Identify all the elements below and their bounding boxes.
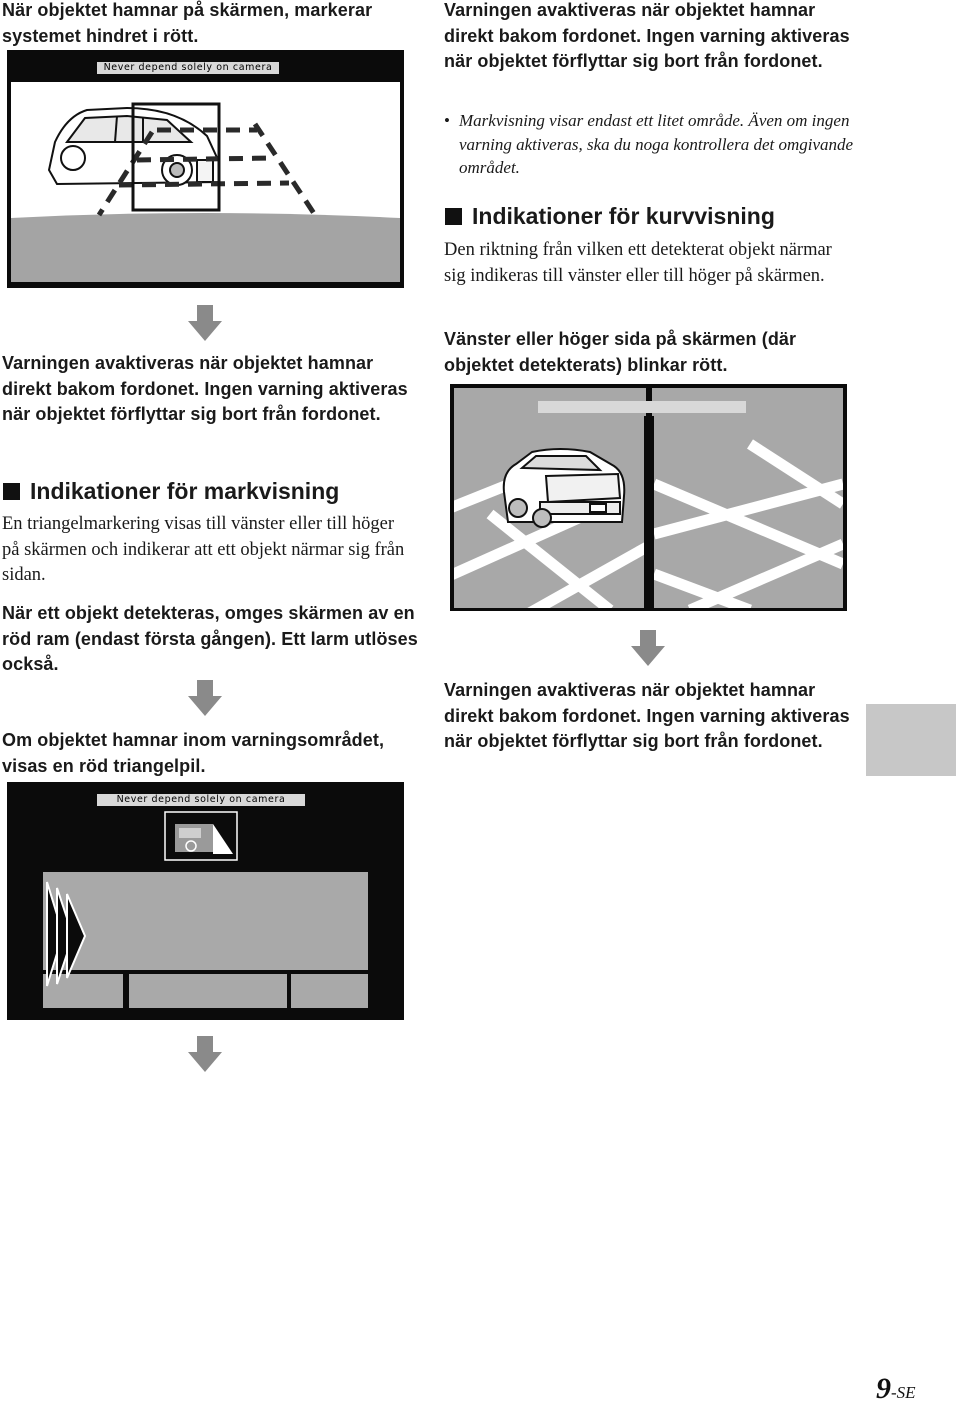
heading-curve-view — [444, 202, 864, 230]
page-number — [876, 1372, 916, 1406]
triangle-text: Om objektet hamnar inom varningsområdet, visas en röd triangelpil. — [2, 730, 385, 776]
warning-text-1: Varningen avaktiveras när objektet hamnar direkt bakom fordonet. Ingen varning aktiveras när objektet förflyttar sig bort från fordonet. — [2, 353, 408, 424]
warning-text-3: Varningen avaktiveras när objektet hamnar direkt bakom fordonet. Ingen varning aktiveras när objektet förflyttar sig bort från fordonet. — [444, 680, 850, 751]
page-number-value: 9 — [876, 1372, 891, 1405]
curve-body-text: Den riktning från vilken ett detekterat objekt närmar sig indikeras till vänster eller till höger på skärmen. — [444, 240, 832, 286]
heading-square-icon — [445, 208, 462, 225]
mark-body-text: En triangelmarkering visas till vänster eller till höger på skärmen och indikerar att ett objekt närmar sig från sidan. — [2, 514, 405, 585]
heading-mark-label: Indikationer för markvisning — [30, 478, 340, 504]
down-arrow-icon — [631, 630, 665, 666]
heading-mark-view — [2, 477, 422, 505]
section-side-tab — [866, 704, 956, 776]
down-arrow-icon — [188, 680, 222, 716]
down-arrow-icon — [188, 1036, 222, 1072]
curve-note-text: Vänster eller höger sida på skärmen (där objektet detekterats) blinkar rött. — [444, 329, 797, 375]
ground-view-illustration — [7, 50, 404, 288]
intro-text: När objektet hamnar på skärmen, markerar systemet hindret i rött. — [2, 0, 373, 46]
bullet-icon: • — [444, 111, 450, 130]
detect-text: När ett objekt detekteras, omges skärmen av en röd ram (endast första gången). Ett larm utlöses också. — [2, 603, 418, 674]
page-number-suffix: -SE — [891, 1383, 916, 1402]
warning-text-2: Varningen avaktiveras när objektet hamnar direkt bakom fordonet. Ingen varning aktiveras när objektet förflyttar sig bort från fordonet. — [444, 0, 850, 71]
heading-square-icon — [3, 483, 20, 500]
curve-view-illustration — [450, 384, 847, 611]
camera-notice-label: Never depend solely on camera — [97, 62, 279, 74]
bullet-note-text: Markvisning visar endast ett litet område. Även om ingen varning aktiveras, ska du noga kontrollera det omgivande området. — [459, 111, 854, 177]
camera-screen-curve-view — [450, 384, 847, 611]
down-arrow-icon — [188, 305, 222, 341]
camera-screen-ground-view — [7, 50, 404, 288]
camera-screen-mark-view — [7, 782, 404, 1020]
camera-notice-label: Never depend solely on camera — [97, 794, 305, 806]
mark-view-illustration — [7, 782, 404, 1020]
heading-curve-label: Indikationer för kurvvisning — [472, 203, 775, 229]
bullet-note — [444, 109, 854, 180]
